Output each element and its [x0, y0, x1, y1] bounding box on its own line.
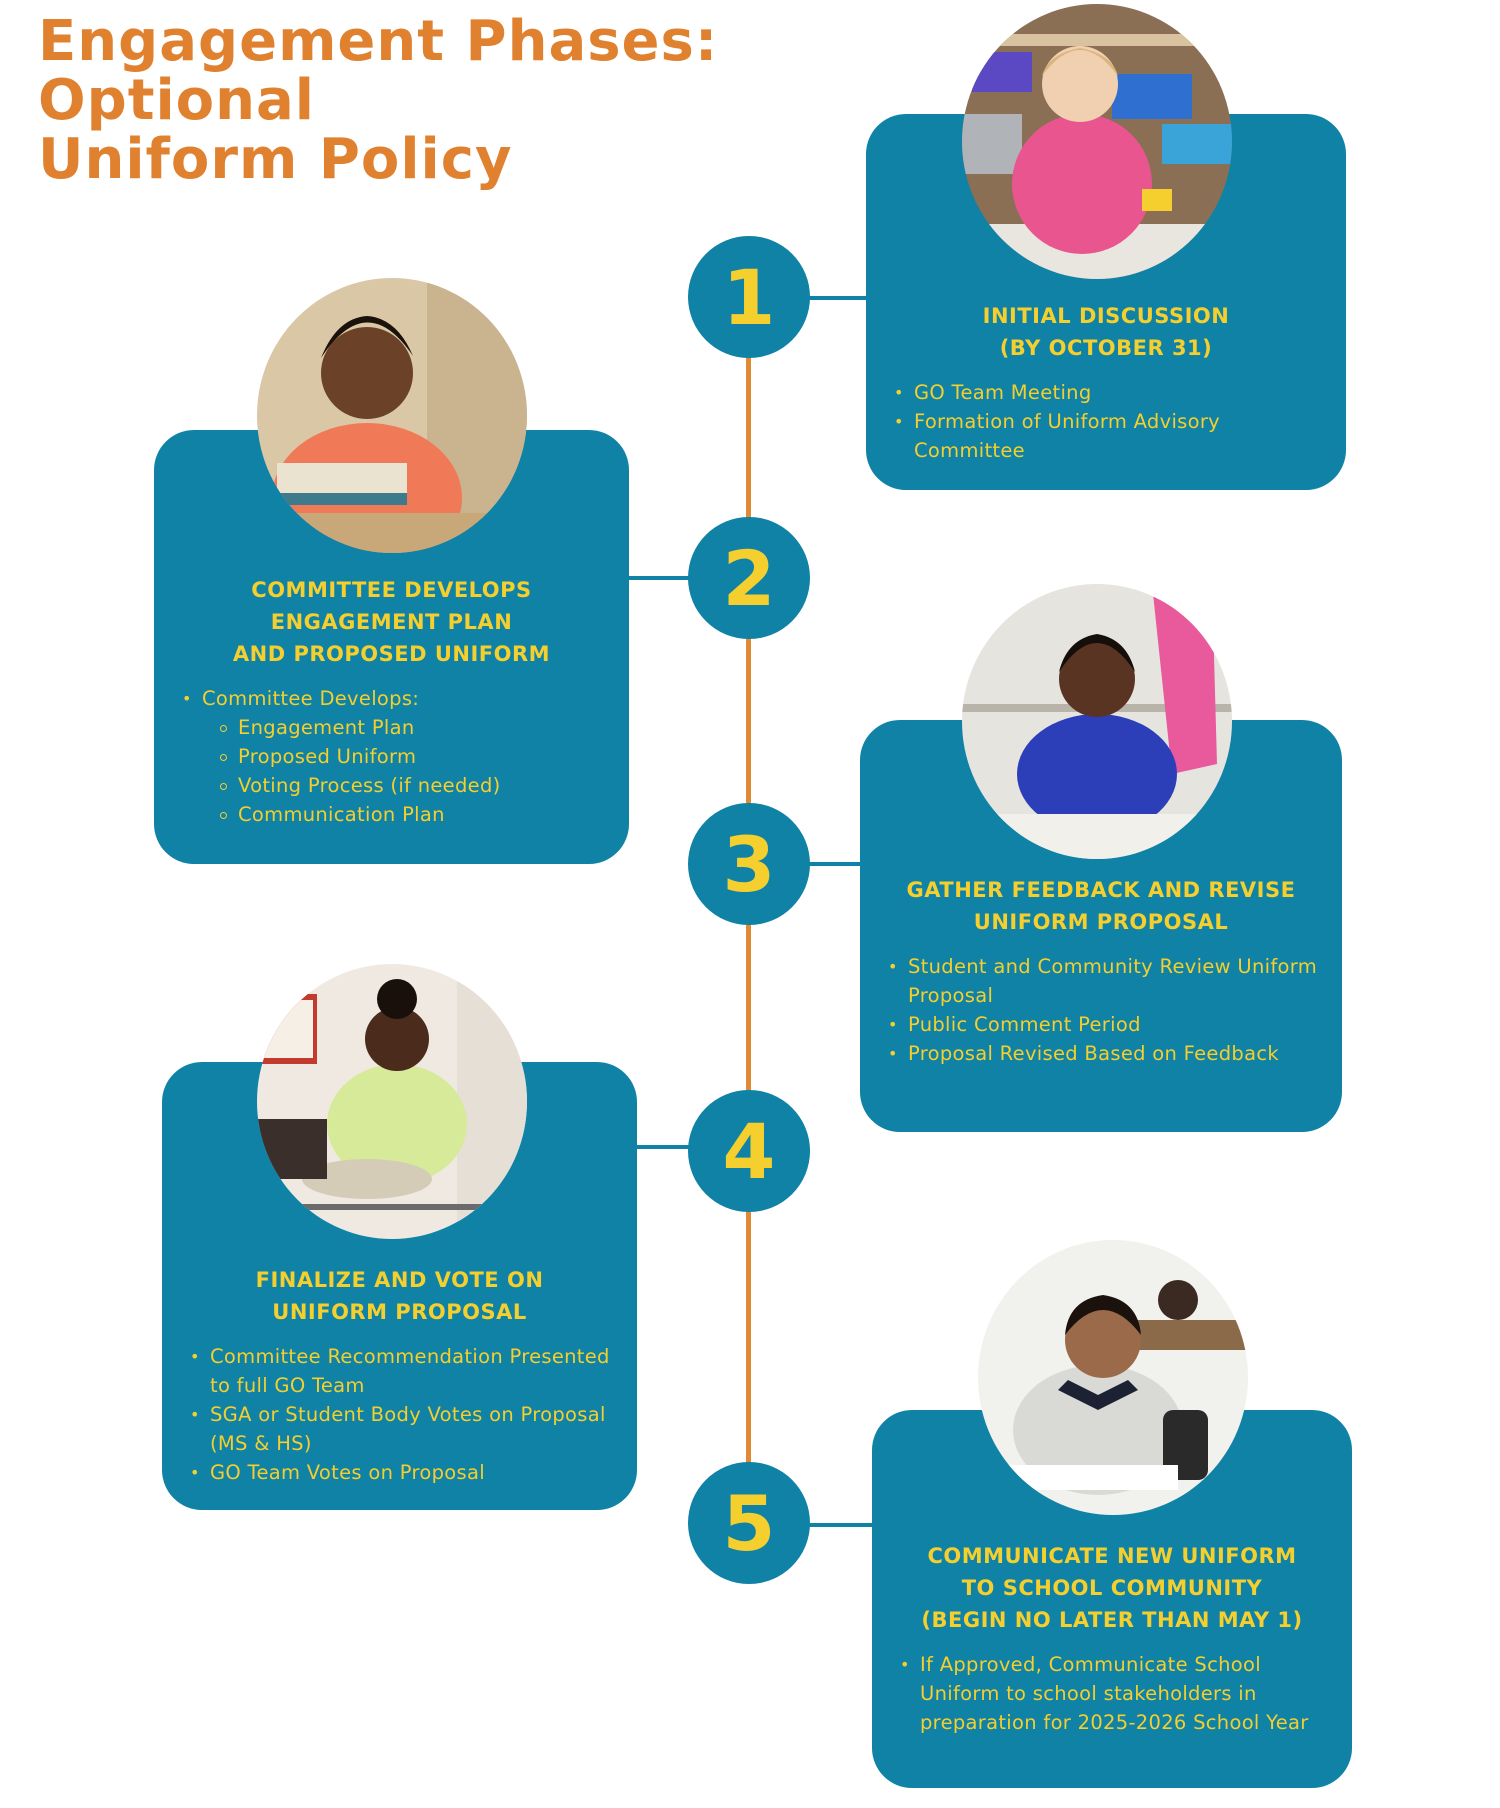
boy-orange-shirt-image: [257, 278, 527, 553]
step-2-photo: [257, 278, 527, 553]
step-5-title: [872, 1540, 1352, 1636]
step-5-list: [872, 1650, 1345, 1737]
step-5-title-line: TO SCHOOL COMMUNITY: [961, 1576, 1263, 1600]
sub-list-item: Proposed Uniform: [238, 742, 622, 771]
list-item: • Formation of Uniform Advisory Committee: [914, 407, 1334, 465]
list-item: • GO Team Votes on Proposal: [210, 1458, 630, 1487]
sub-list-item: Voting Process (if needed): [238, 771, 622, 800]
step-1-list: [866, 378, 1334, 465]
step-1-title-line: INITIAL DISCUSSION: [982, 304, 1230, 328]
step-3-title-line: UNIFORM PROPOSAL: [973, 910, 1229, 934]
step-3-title: [860, 874, 1342, 938]
list-item: • Proposal Revised Based on Feedback: [908, 1039, 1328, 1068]
step-3-number: 3: [688, 803, 810, 925]
step-1-photo: [962, 4, 1232, 279]
step-4-number: 4: [688, 1090, 810, 1212]
step-1-title: [866, 300, 1346, 364]
list-item: • Student and Community Review Uniform Proposal: [908, 952, 1328, 1010]
step-5-title-line: COMMUNICATE NEW UNIFORM: [927, 1544, 1297, 1568]
step-2-list: [154, 684, 622, 829]
girl-pink-jacket-image: [962, 4, 1232, 279]
list-item: • SGA or Student Body Votes on Proposal (MS & HS): [210, 1400, 630, 1458]
boy-blue-shirt-image: [962, 584, 1232, 859]
step-2-title-line: ENGAGEMENT PLAN: [270, 610, 513, 634]
step-2-title-line: COMMITTEE DEVELOPS: [251, 578, 532, 602]
list-item-text: Committee Develops:: [202, 687, 420, 710]
title-line-1: Engagement Phases:: [38, 9, 719, 74]
step-2-number: 2: [688, 517, 810, 639]
list-item: • GO Team Meeting: [914, 378, 1334, 407]
list-item: • Committee Recommendation Presented to full GO Team: [210, 1342, 630, 1400]
step-1-title-line: (BY OCTOBER 31): [999, 336, 1213, 360]
list-item: • Public Comment Period: [908, 1010, 1328, 1039]
sub-list-item: Engagement Plan: [238, 713, 622, 742]
title-line-2: Optional: [38, 68, 315, 133]
step-4-title-line: FINALIZE AND VOTE ON: [255, 1268, 544, 1292]
girl-green-hoodie-image: [257, 964, 527, 1239]
step-4-title: [162, 1264, 637, 1328]
connector-5: [800, 1523, 875, 1527]
sub-list-item: Communication Plan: [238, 800, 622, 829]
step-1-number: 1: [688, 236, 810, 358]
step-5-photo: [978, 1240, 1248, 1515]
step-2-sublist: [202, 713, 622, 829]
step-2-title-line: AND PROPOSED UNIFORM: [232, 642, 551, 666]
page-title: [38, 9, 719, 192]
step-5-number: 5: [688, 1462, 810, 1584]
step-4-title-line: UNIFORM PROPOSAL: [272, 1300, 527, 1324]
step-3-photo: [962, 584, 1232, 859]
step-5-title-line: (BEGIN NO LATER THAN MAY 1): [921, 1608, 1303, 1632]
step-3-list: [860, 952, 1328, 1068]
step-4-photo: [257, 964, 527, 1239]
list-item: [202, 684, 622, 829]
connector-2: [625, 576, 697, 580]
step-2-title: [154, 574, 629, 670]
girl-glasses-writing-image: [978, 1240, 1248, 1515]
connector-1: [800, 296, 870, 300]
step-3-title-line: GATHER FEEDBACK AND REVISE: [906, 878, 1296, 902]
step-4-list: [162, 1342, 630, 1487]
title-line-3: Uniform Policy: [38, 127, 513, 192]
list-item: • If Approved, Communicate School Uniform to school stakeholders in preparation for 2025-2026 School Year: [920, 1650, 1345, 1737]
